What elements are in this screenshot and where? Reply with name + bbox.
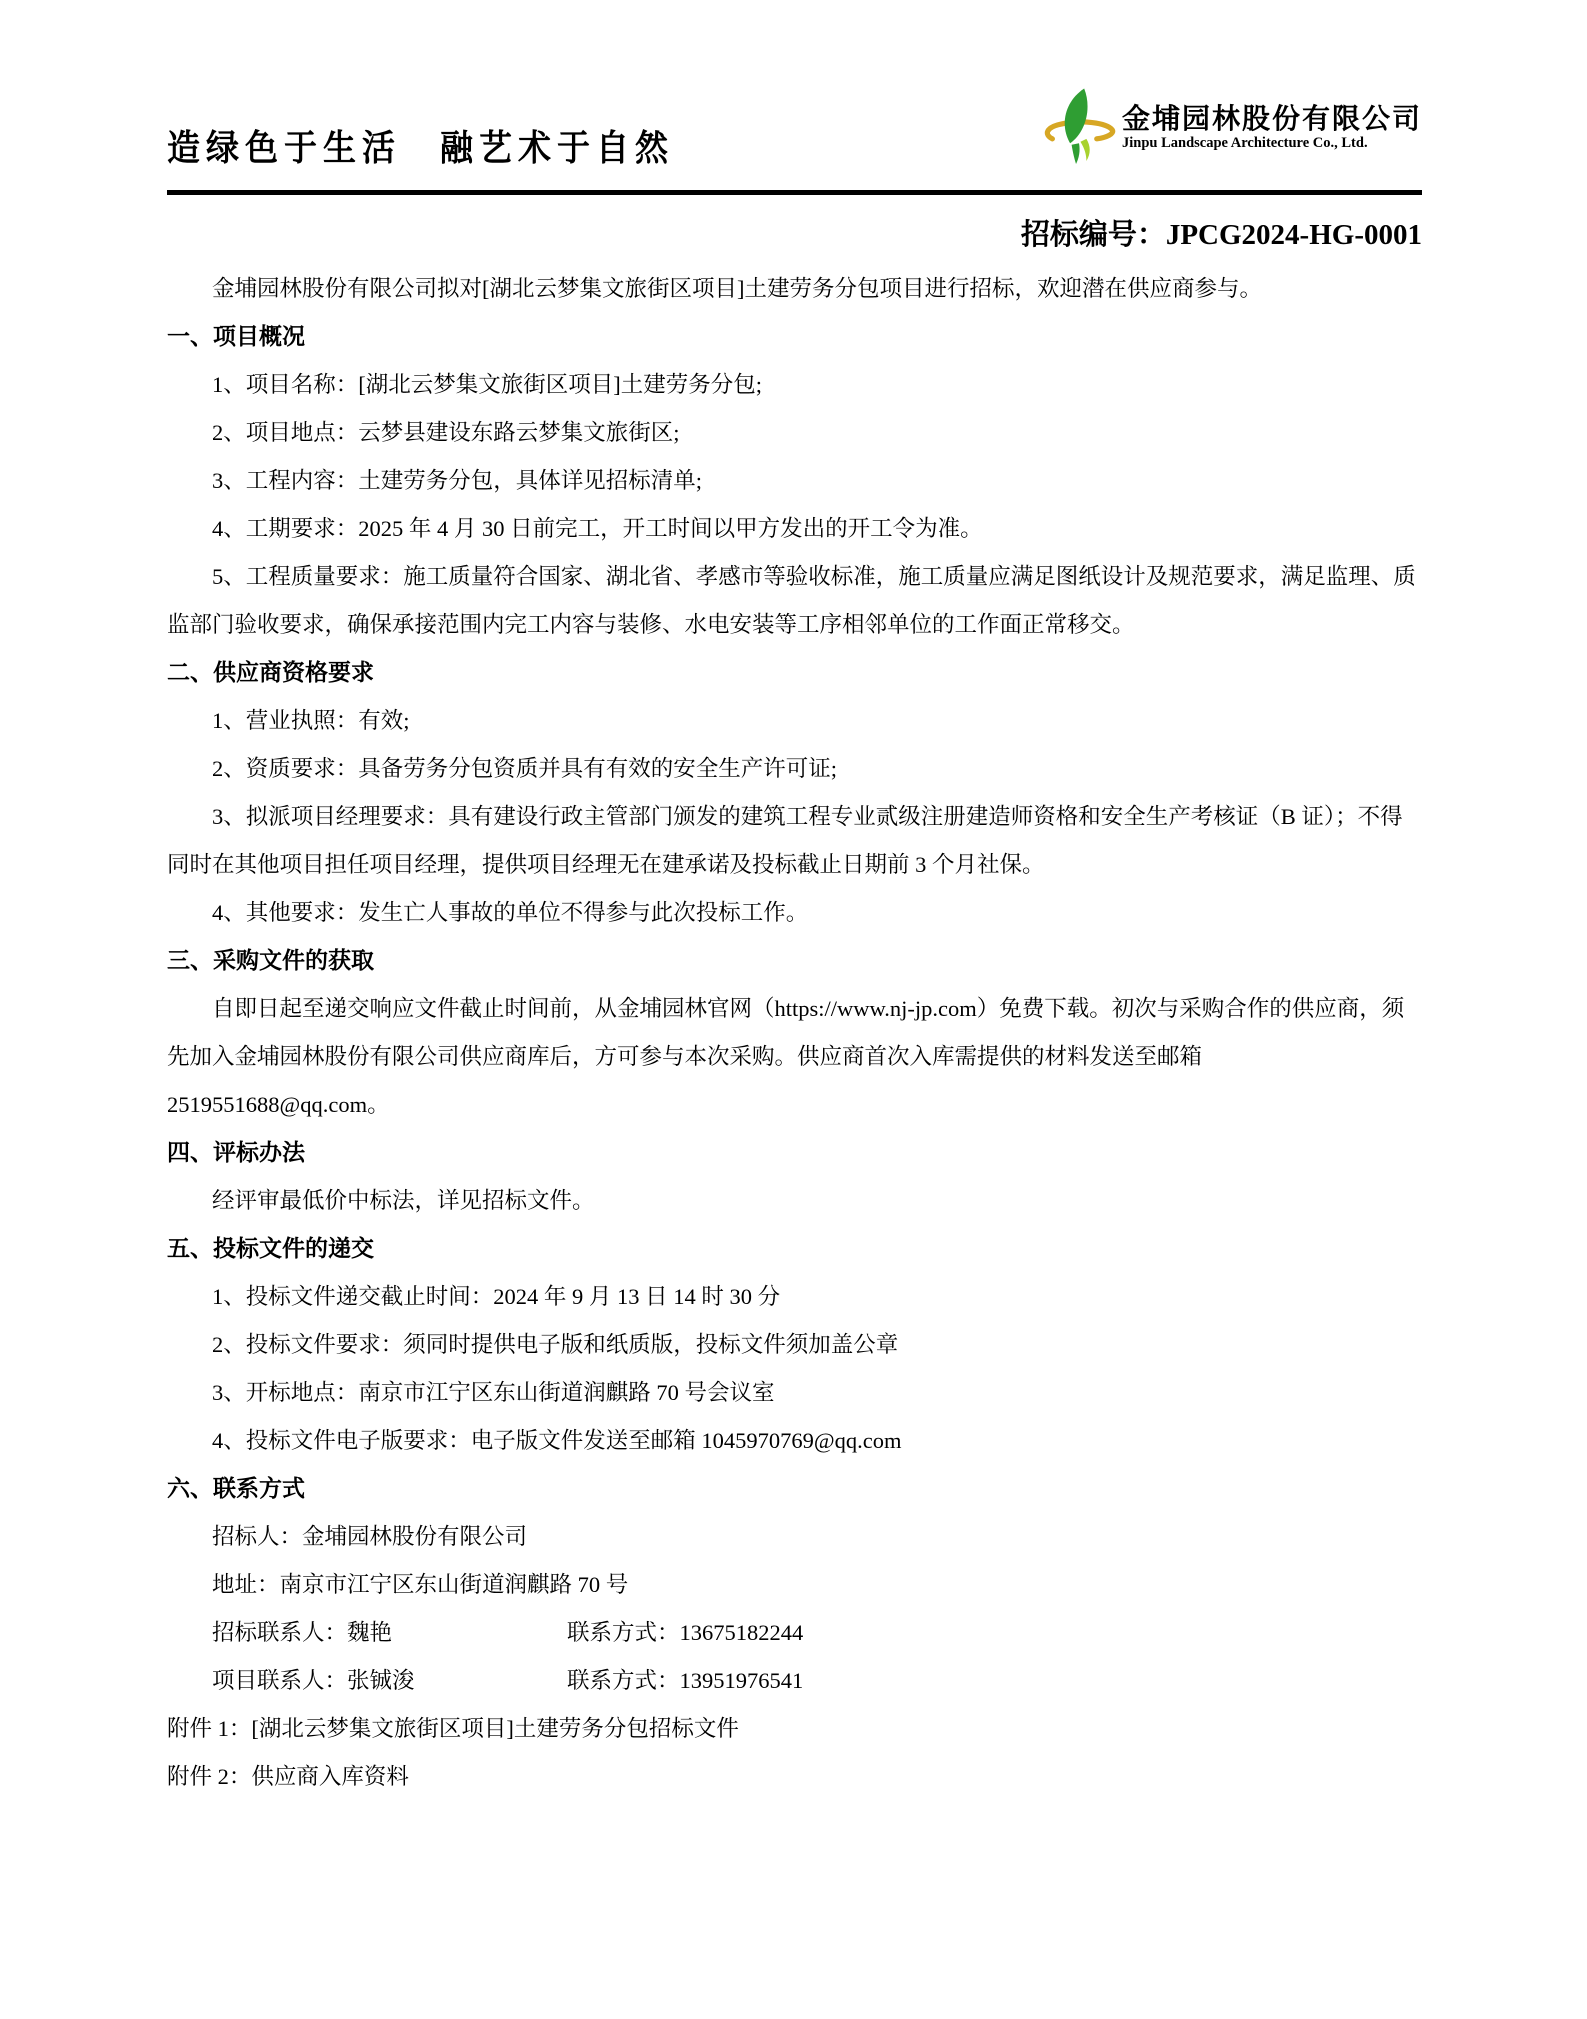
address-line: 地址：南京市江宁区东山街道润麒路 70 号 bbox=[212, 1572, 629, 1597]
section-2-item-2: 2、资质要求：具备劳务分包资质并具有有效的安全生产许可证; bbox=[212, 756, 838, 781]
section-4-paragraph: 经评审最低价中标法，详见招标文件。 bbox=[212, 1188, 595, 1213]
company-name-cn: 金埔园林股份有限公司 bbox=[1121, 101, 1422, 135]
section-2-heading: 二、供应商资格要求 bbox=[167, 660, 374, 685]
section-3-heading: 三、采购文件的获取 bbox=[167, 948, 374, 973]
logo-blade-2 bbox=[1080, 139, 1089, 161]
section-3-paragraph: 自即日起至递交响应文件截止时间前，从金埔园林官网（https://www.nj-jp.com）免费下载。初次与采购合作的供应商，须先加入金埔园林股份有限公司供应商库后，方可参与本次采购。供应商首次入库需提供的材料发送至邮箱 2519551688@qq.com。 bbox=[167, 996, 1405, 1117]
tender-contact-name: 招标联系人：魏艳 bbox=[212, 1620, 393, 1645]
contact-row-project bbox=[167, 1657, 1422, 1705]
section-2-item-3: 3、拟派项目经理要求：具有建设行政主管部门颁发的建筑工程专业贰级注册建造师资格和安全生产考核证（B 证）；不得同时在其他项目担任项目经理，提供项目经理无在建承诺及投标截止日期前 3 个月社保。 bbox=[167, 804, 1403, 877]
header-divider bbox=[167, 190, 1422, 195]
company-slogan: 造绿色于生活 融艺术于自然 bbox=[167, 126, 674, 169]
section-2-item-1: 1、营业执照：有效; bbox=[212, 708, 410, 733]
section-1-item-4: 4、工期要求：2025 年 4 月 30 日前完工，开工时间以甲方发出的开工令为准。 bbox=[212, 516, 983, 541]
attachment-1: 附件 1：[湖北云梦集文旅街区项目]土建劳务分包招标文件 bbox=[167, 1716, 739, 1741]
intro-paragraph: 金埔园林股份有限公司拟对[湖北云梦集文旅街区项目]土建劳务分包项目进行招标，欢迎潜在供应商参与。 bbox=[212, 276, 1262, 301]
section-4-heading: 四、评标办法 bbox=[167, 1140, 305, 1165]
section-1-item-1: 1、项目名称：[湖北云梦集文旅街区项目]土建劳务分包; bbox=[212, 372, 762, 397]
logo-text bbox=[1122, 103, 1422, 152]
section-1-item-5: 5、工程质量要求：施工质量符合国家、湖北省、孝感市等验收标准，施工质量应满足图纸设计及规范要求，满足监理、质监部门验收要求，确保承接范围内完工内容与装修、水电安装等工序相邻单位的工作面正常移交。 bbox=[167, 564, 1416, 637]
document-body bbox=[167, 265, 1422, 1801]
contact-row-tender bbox=[167, 1609, 1422, 1657]
section-6-heading: 六、联系方式 bbox=[167, 1476, 305, 1501]
logo-leaf bbox=[1065, 89, 1088, 144]
leaf-logo-icon bbox=[1042, 87, 1116, 167]
attachment-2: 附件 2：供应商入库资料 bbox=[167, 1764, 409, 1789]
section-1-item-2: 2、项目地点：云梦县建设东路云梦集文旅街区; bbox=[212, 420, 680, 445]
section-2-item-4: 4、其他要求：发生亡人事故的单位不得参与此次投标工作。 bbox=[212, 900, 809, 925]
page-header bbox=[167, 95, 1422, 173]
section-5-heading: 五、投标文件的递交 bbox=[167, 1236, 374, 1261]
section-5-item-4: 4、投标文件电子版要求：电子版文件发送至邮箱 1045970769@qq.com bbox=[212, 1428, 902, 1453]
section-5-item-3: 3、开标地点：南京市江宁区东山街道润麒路 70 号会议室 bbox=[212, 1380, 775, 1405]
section-1-heading: 一、项目概况 bbox=[167, 324, 305, 349]
project-contact-name: 项目联系人：张铖浚 bbox=[212, 1668, 415, 1693]
section-1-item-3: 3、工程内容：土建劳务分包，具体详见招标清单; bbox=[212, 468, 703, 493]
tender-number: 招标编号：JPCG2024-HG-0001 bbox=[1020, 219, 1422, 251]
section-5-item-1: 1、投标文件递交截止时间：2024 年 9 月 13 日 14 时 30 分 bbox=[212, 1284, 781, 1309]
tender-contact-phone: 联系方式：13675182244 bbox=[567, 1620, 804, 1645]
section-5-item-2: 2、投标文件要求：须同时提供电子版和纸质版，投标文件须加盖公章 bbox=[212, 1332, 899, 1357]
company-logo bbox=[1042, 87, 1422, 173]
project-contact-phone: 联系方式：13951976541 bbox=[567, 1668, 804, 1693]
company-name-en: Jinpu Landscape Architecture Co., Ltd. bbox=[1121, 134, 1368, 151]
tenderer-line: 招标人：金埔园林股份有限公司 bbox=[212, 1524, 528, 1549]
logo-blade-1 bbox=[1072, 143, 1080, 164]
